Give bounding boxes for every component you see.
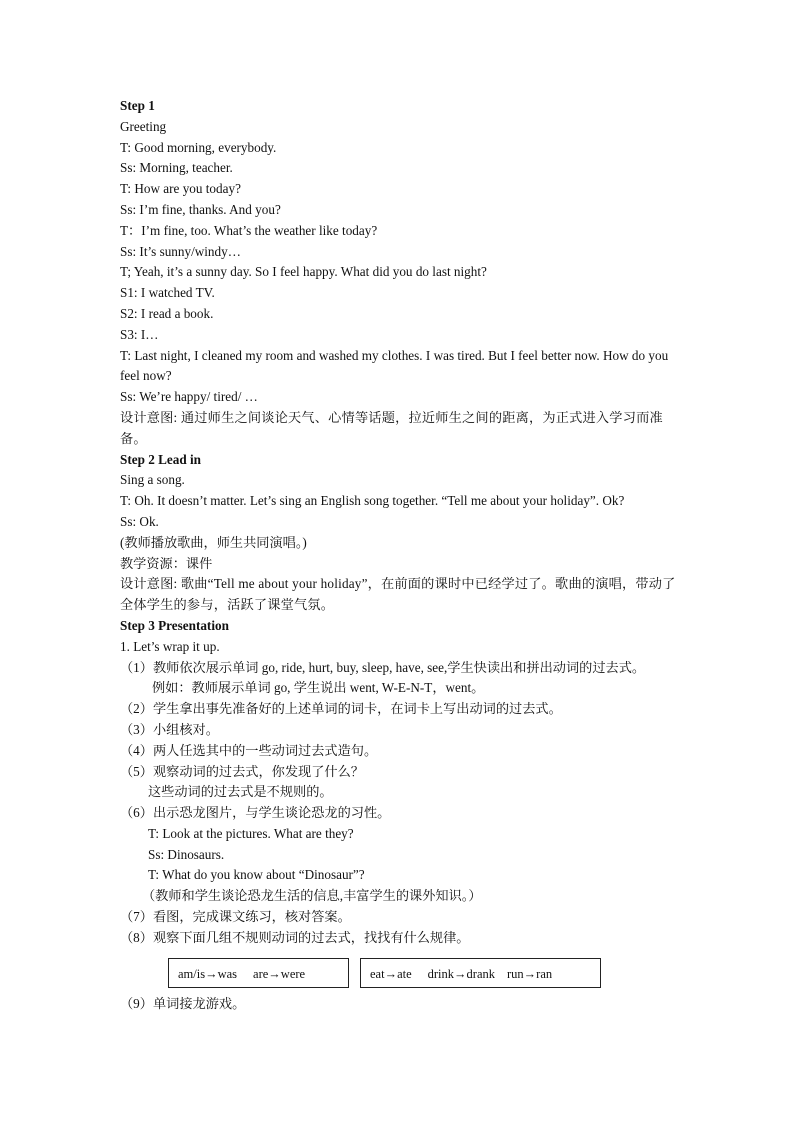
step3-item-2: （2）学生拿出事先准备好的上述单词的词卡，在词卡上写出动词的过去式。 <box>120 701 562 717</box>
step3-subheading: 1. Let’s wrap it up. <box>120 638 220 654</box>
step3-item-7: （7）看图，完成课文练习，核对答案。 <box>120 909 351 925</box>
step1-line: Ss: It’s sunny/windy… <box>120 243 241 259</box>
step3-item-4: （4）两人任选其中的一些动词过去式造句。 <box>120 742 378 758</box>
verb-pair: drink→drank <box>427 966 495 981</box>
step3-item-8: （8）观察下面几组不规则动词的过去式，找找有什么规律。 <box>120 929 470 945</box>
step1-long-line: T: Last night, I cleaned my room and washed my clothes. I was tired. But I feel better now. How do you feel now? <box>120 347 669 384</box>
step1-design-intent: 设计意图: 通过师生之间谈论天气、心情等话题，拉近师生之间的距离，为正式进入学习而准备。 <box>120 409 663 446</box>
step1-line: Ss: Morning, teacher. <box>120 160 233 176</box>
step3-item-5-answer: 这些动词的过去式是不规则的。 <box>148 784 333 800</box>
step1-line: T: Good morning, everybody. <box>120 139 277 155</box>
step3-item-9: （9）单词接龙游戏。 <box>120 995 246 1011</box>
step1-line: S1: I watched TV. <box>120 285 215 301</box>
step2-line: (教师播放歌曲，师生共同演唱。) <box>120 534 307 550</box>
step1-line: Greeting <box>120 118 167 134</box>
verb-box-1 <box>168 958 349 988</box>
step2-line: 教学资源：课件 <box>120 555 213 571</box>
irregular-verbs-boxes <box>120 952 680 994</box>
verb-pair: are→were <box>253 966 306 981</box>
step3-item-6-dialog: T: What do you know about “Dinosaur”? <box>148 867 365 883</box>
step3-item-3: （3）小组核对。 <box>120 721 219 737</box>
step1-heading: Step 1 <box>120 98 155 113</box>
verb-pair: run→ran <box>507 966 553 981</box>
step2-design-intent: 设计意图: 歌曲“Tell me about your holiday”，在前面的课时中已经学过了。歌曲的演唱，带动了全体学生的参与，活跃了课堂气氛。 <box>120 576 676 613</box>
verb-pair: eat→ate <box>370 966 412 981</box>
step3-item-6-dialog: Ss: Dinosaurs. <box>148 846 225 862</box>
step3-heading: Step 3 Presentation <box>120 617 229 633</box>
verb-box-2 <box>360 958 601 988</box>
step3-item-1-example: 例如：教师展示单词 go, 学生说出 went, W-E-N-T，went。 <box>152 680 485 696</box>
step3-item-6-note: （教师和学生谈论恐龙生活的信息,丰富学生的课外知识。） <box>142 888 482 904</box>
step3-item-5: （5）观察动词的过去式，你发现了什么？ <box>120 763 364 779</box>
step3-item-1: （1）教师依次展示单词 go, ride, hurt, buy, sleep, have, see,学生快读出和拼出动词的过去式。 <box>120 659 646 675</box>
step2-line: T: Oh. It doesn’t matter. Let’s sing an English song together. “Tell me about your holiday”. Ok? <box>120 493 625 509</box>
step3-item-6: （6）出示恐龙图片，与学生谈论恐龙的习性。 <box>120 805 391 821</box>
step2-line: Sing a song. <box>120 472 185 488</box>
step1-last-line: Ss: We’re happy/ tired/ … <box>120 389 258 405</box>
step1-line: S3: I… <box>120 326 159 342</box>
step1-line: Ss: I’m fine, thanks. And you? <box>120 201 281 217</box>
step3-item-6-dialog: T: Look at the pictures. What are they? <box>148 825 354 841</box>
step1-line: T：I’m fine, too. What’s the weather like today? <box>120 222 378 238</box>
step1-line: T; Yeah, it’s a sunny day. So I feel happy. What did you do last night? <box>120 264 487 280</box>
verb-pair: am/is→was <box>178 966 238 981</box>
step2-heading: Step 2 Lead in <box>120 451 201 467</box>
step1-line: T: How are you today? <box>120 181 241 197</box>
lesson-plan-document <box>120 96 680 1014</box>
step1-line: S2: I read a book. <box>120 305 214 321</box>
step2-line: Ss: Ok. <box>120 513 159 529</box>
